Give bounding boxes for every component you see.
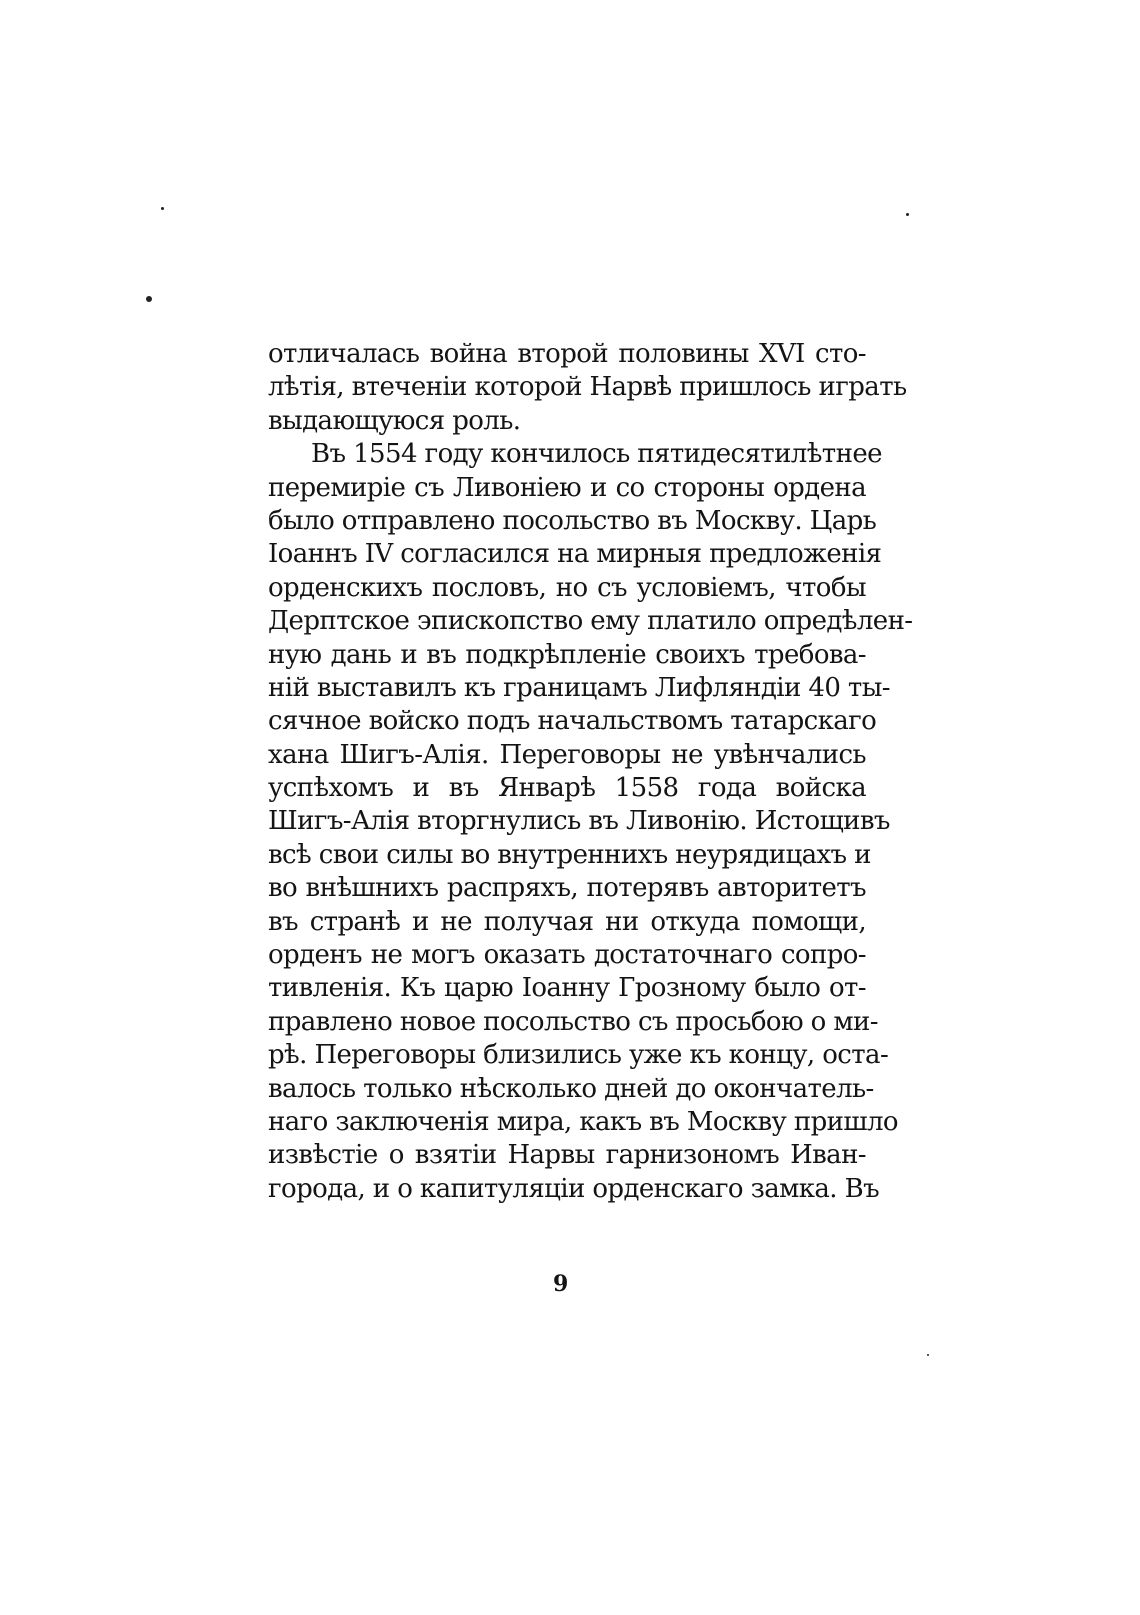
text-line: сячное войско подъ начальствомъ татарскаго bbox=[268, 706, 877, 737]
text-line: перемиріе съ Ливоніею и со стороны ордена bbox=[268, 472, 866, 503]
scan-speck bbox=[146, 296, 152, 302]
text-line: выдающуюся роль. bbox=[268, 405, 521, 436]
text-line: тивленія. Къ царю Іоанну Грозному было от- bbox=[268, 973, 866, 1004]
text-line: валось только нѣсколько дней до окончатель- bbox=[268, 1073, 874, 1104]
text-line: отличалась война второй половины XVI сто- bbox=[268, 339, 866, 369]
page-number: 9 bbox=[553, 1271, 569, 1297]
text-line: всѣ свои силы во внутреннихъ неурядицахъ и bbox=[268, 839, 871, 870]
text-line: Въ 1554 году кончилось пятидесятилѣтнее bbox=[311, 439, 882, 470]
text-line: ную дань и въ подкрѣпленіе своихъ требова- bbox=[268, 639, 866, 670]
scan-speck bbox=[927, 1354, 929, 1356]
text-line: успѣхомъ и въ Январѣ 1558 года войска bbox=[268, 773, 866, 804]
text-line: извѣстіе о взятіи Нарвы гарнизономъ Иван- bbox=[268, 1140, 866, 1171]
body-text bbox=[268, 338, 913, 1206]
scan-speck bbox=[906, 213, 909, 216]
text-line: наго заключенія мира, какъ въ Москву пришло bbox=[268, 1106, 898, 1137]
text-line: Шигъ-Алія вторгнулись въ Ливонію. Истощивъ bbox=[268, 806, 890, 837]
text-line: хана Шигъ-Алія. Переговоры не увѣнчались bbox=[268, 739, 866, 770]
text-line: ній выставилъ къ границамъ Лифляндіи 40 ты- bbox=[268, 672, 890, 703]
scan-speck bbox=[161, 207, 164, 210]
text-line: было отправлено посольство въ Москву. Царь bbox=[268, 505, 877, 536]
text-line: Дерптское эпископство ему платило опредѣлен- bbox=[268, 606, 913, 637]
text-line: орденъ не могъ оказать достаточнаго сопро- bbox=[268, 940, 866, 971]
text-line: рѣ. Переговоры близились уже къ концу, оста- bbox=[268, 1040, 889, 1071]
text-line: орденскихъ пословъ, но съ условіемъ, чтобы bbox=[268, 572, 866, 603]
text-line: во внѣшнихъ распряхъ, потерявъ авторитетъ bbox=[268, 873, 866, 904]
text-line: въ странѣ и не получая ни откуда помощи, bbox=[268, 906, 866, 937]
text-line: лѣтія, втеченіи которой Нарвѣ пришлось играть bbox=[268, 372, 907, 403]
text-line: правлено новое посольство съ просьбою о ми- bbox=[268, 1006, 878, 1037]
text-line: Іоаннъ IV согласился на мирныя предложенія bbox=[268, 539, 882, 570]
text-line: города, и о капитуляціи орденскаго замка. Въ bbox=[268, 1173, 880, 1204]
